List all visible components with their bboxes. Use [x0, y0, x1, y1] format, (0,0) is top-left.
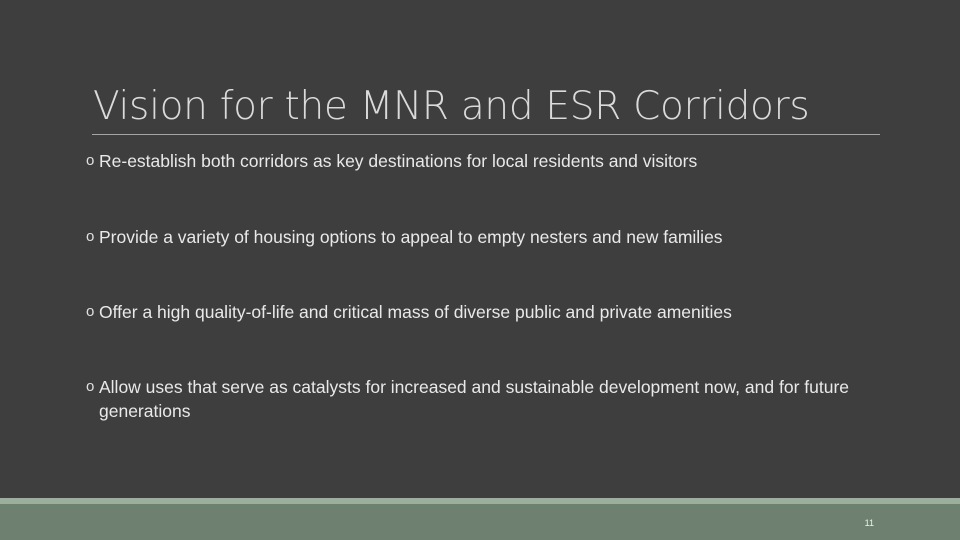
bullet-text: Allow uses that serve as catalysts for increased and sustainable development now, and for future generations [99, 377, 850, 421]
bullet-marker-icon: o [86, 378, 95, 395]
bullet-text: Re-establish both corridors as key destinations for local residents and visitors [99, 151, 698, 171]
bullet-marker-icon: o [86, 152, 95, 169]
bullet-item [86, 225, 886, 249]
bullet-item [86, 375, 886, 423]
title-divider [92, 134, 880, 135]
slide-title: Vision for the MNR and ESR Corridors [93, 84, 810, 129]
slide-number: 11 [864, 518, 874, 528]
bullet-item [86, 300, 886, 324]
footer-band [0, 498, 960, 540]
bullet-text: Offer a high quality-of-life and critical mass of diverse public and private amenities [99, 302, 732, 322]
bullet-marker-icon: o [86, 303, 95, 320]
bullet-item [86, 149, 886, 173]
footer-band-accent [0, 498, 960, 504]
bullet-marker-icon: o [86, 228, 95, 245]
bullet-text: Provide a variety of housing options to appeal to empty nesters and new families [99, 227, 723, 247]
